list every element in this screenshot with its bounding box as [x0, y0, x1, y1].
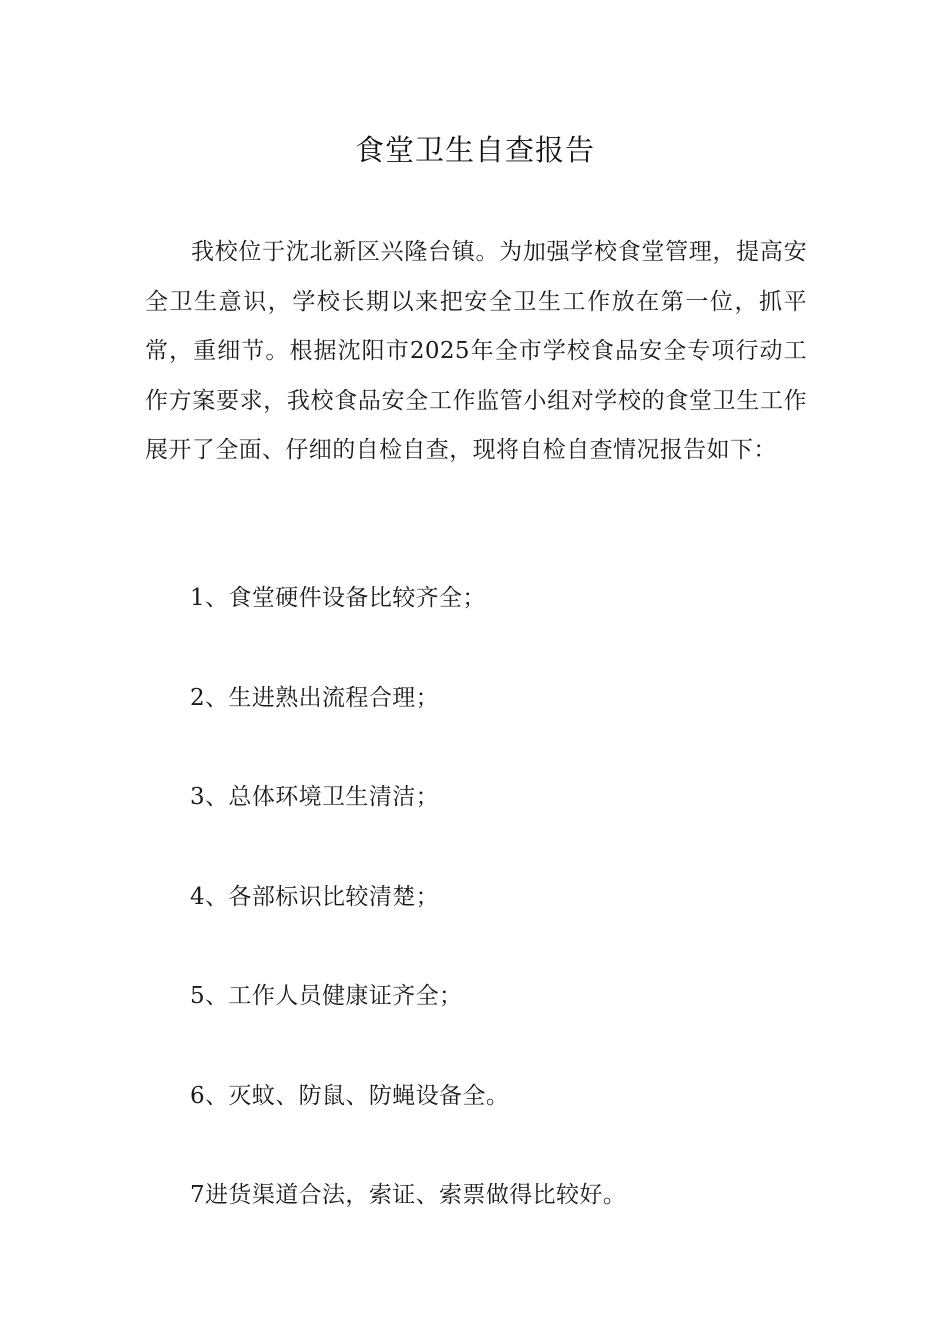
list-item: 7进货渠道合法，索证、索票做得比较好。: [190, 1182, 627, 1208]
document-title: 食堂卫生自查报告: [354, 133, 595, 167]
list-item: 3、总体环境卫生清洁；: [190, 784, 440, 810]
intro-paragraph: 我校位于沈北新区兴隆台镇。为加强学校食堂管理，提高安全卫生意识，学校长期以来把安全卫生工作放在第一位，抓平常，重细节。根据沈阳市2025年全市学校食品安全专项行动工作方案要求，我校食品安全工作监管小组对学校的食堂卫生工作展开了全面、仔细的自检自查，现将自检自查情况报告如下：: [145, 239, 807, 463]
list-item: 6、灭蚊、防鼠、防蝇设备全。: [190, 1082, 510, 1109]
list-item: 1、食堂硬件设备比较齐全；: [190, 585, 486, 611]
list-item: 4、各部标识比较清楚；: [190, 883, 440, 910]
checklist: [190, 574, 810, 1271]
list-item: 5、工作人员健康证齐全；: [190, 983, 463, 1009]
list-item: 2、生进熟出流程合理；: [190, 684, 440, 711]
